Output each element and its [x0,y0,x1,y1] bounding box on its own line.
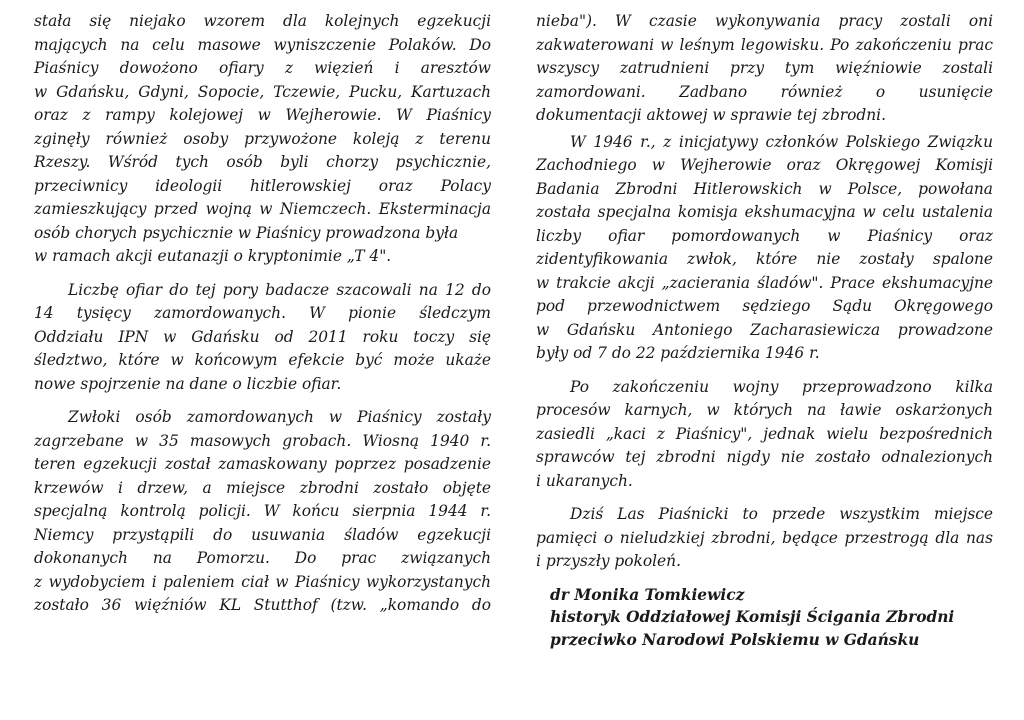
text-line: były od 7 do 22 października 1946 r. [536,344,820,362]
text-line: sprawców tej zbrodni nigdy nie zostało odnalezionych [536,448,993,466]
text-line: teren egzekucji został zamaskowany poprzez posadzenie [34,455,491,473]
text-line: w Gdańsku, Gdyni, Sopocie, Tczewie, Pucku, Kartuzach [34,82,491,101]
text-line: i ukaranych. [536,471,633,490]
right-column [536,10,993,651]
text-line: liczby ofiar pomordowanych w Piaśnicy oraz [536,226,993,245]
text-line: Niemcy przystąpili do usuwania śladów egzekucji [34,525,491,544]
text-line: wszyscy zatrudnieni przy tym więźniowie zostali [536,59,993,77]
text-line: nieba"). W czasie wykonywania pracy zostali oni [536,12,993,30]
text-line: W 1946 r., z inicjatywy członków Polskiego Związku [570,132,993,151]
text-line: Oddziału IPN w Gdańsku od 2011 roku toczy się [34,327,491,346]
text-line: Zwłoki osób zamordowanych w Piaśnicy zostały [68,408,491,426]
text-line: Rzeszy. Wśród tych osób byli chorzy psychicznie, [34,153,491,171]
text-line: w trakcie akcji „zacierania śladów". Prace ekshumacyjne [536,273,993,292]
text-line: osób chorych psychicznie w Piaśnicy prowadzona była [34,223,459,242]
text-line: mających na celu masowe wyniszczenie Polaków. Do [34,35,491,54]
text-line: Zachodniego w Wejherowie oraz Okręgowej Komisji [536,156,993,174]
text-line: Badania Zbrodni Hitlerowskich w Polsce, powołana [536,179,993,198]
paragraph-piasnica-victims [34,10,491,269]
text-line: procesów karnych, w których na ławie oskarżonych [536,401,993,419]
text-line: i przyszły pokoleń. [536,552,681,570]
text-line: w ramach akcji eutanazji o kryptonimie „T 4". [34,247,392,265]
text-line: zasiedli „kaci z Piaśnicy", jednak wielu bezpośrednich [536,424,993,443]
author-name: dr Monika Tomkiewicz [550,585,745,604]
author-signature [536,584,993,652]
text-line: została specjalna komisja ekshumacyjna w celu ustalenia [536,203,993,221]
text-line: Liczbę ofiar do tej pory badacze szacowali na 12 do [68,280,491,299]
text-line: zagrzebane w 35 masowych grobach. Wiosną 1940 r. [34,431,491,450]
text-line: zidentyfikowania zwłok, które nie zostały spalone [536,250,993,268]
text-line: krzewów i drzew, a miejsce zbrodni zostało objęte [34,478,491,497]
text-line: zamordowani. Zadbano również o usunięcie [536,82,993,101]
text-line: Po zakończeniu wojny przeprowadzono kilka [570,377,993,396]
text-line: przeciwnicy ideologii hitlerowskiej oraz Polacy [34,176,491,195]
text-line: zostało 36 więźniów KL Stutthof (tzw. „komando do [34,596,491,614]
text-line: zginęły również osoby przywożone koleją z terenu [34,129,491,148]
paragraph-trials [536,376,993,494]
text-line: zakwaterowani w leśnym legowisku. Po zakończeniu prac [536,35,993,54]
author-affiliation: przeciwko Narodowi Polskiemu w Gdańsku [550,630,920,649]
text-line: Dziś Las Piaśnicki to przede wszystkim miejsce [570,505,993,523]
text-line: Piaśnicy dowożono ofiary z więzień i aresztów [34,59,491,77]
text-line: dokonanych na Pomorzu. Do prac związanych [34,549,491,567]
paragraph-prisoners-fate [536,10,993,128]
paragraph-exhumation-1946 [536,131,993,366]
left-column [34,10,491,618]
text-line: pamięci o nieludzkiej zbrodni, będące przestrogą dla nas [536,528,993,547]
text-line: oraz z rampy kolejowej w Wejherowie. W Piaśnicy [34,106,491,124]
text-line: pod przewodnictwem sędziego Sądu Okręgowego [536,297,993,315]
paragraph-victim-count [34,279,491,397]
author-title: historyk Oddziałowej Komisji Ścigania Zbrodni [550,608,955,626]
text-line: dokumentacji aktowej w sprawie tej zbrodni. [536,106,887,124]
text-line: 14 tysięcy zamordowanych. W pionie śledczym [34,304,491,322]
paragraph-memorial [536,503,993,574]
text-line: specjalną kontrolą policji. W końcu sierpnia 1944 r. [34,502,491,520]
text-line: w Gdańsku Antoniego Zacharasiewicza prowadzone [536,320,993,339]
paragraph-mass-graves [34,406,491,618]
text-line: stała się niejako wzorem dla kolejnych egzekucji [34,12,491,30]
text-line: nowe spojrzenie na dane o liczbie ofiar. [34,374,342,393]
text-line: śledztwo, które w końcowym efekcie być może ukaże [34,351,491,369]
text-line: z wydobyciem i paleniem ciał w Piaśnicy wykorzystanych [34,572,491,591]
text-line: zamieszkujący przed wojną w Niemczech. Eksterminacja [34,200,491,218]
